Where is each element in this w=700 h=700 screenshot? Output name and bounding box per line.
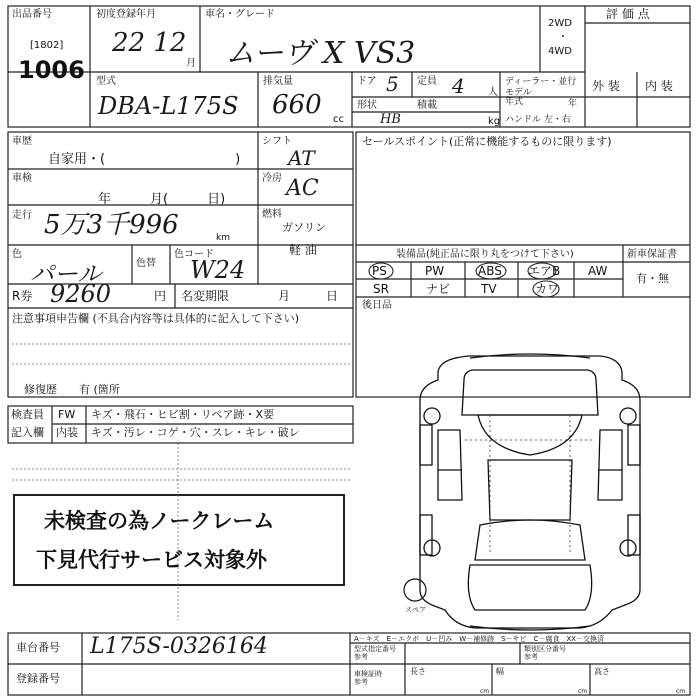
type-cat-label: 型式指定番号 参考: [354, 645, 396, 661]
warranty-value: 有・無: [636, 272, 669, 285]
car-name-value: ムーヴ X VS3: [225, 36, 416, 71]
model-year-label: モデル 年式: [505, 88, 532, 107]
r-label: R券: [12, 289, 33, 303]
class-label: 類別区分番号 参考: [524, 645, 566, 661]
displacement-value: 660: [272, 90, 322, 120]
spare-label: スペア: [405, 606, 426, 614]
width-unit: cm: [578, 688, 588, 695]
notes-label: 注意事項申告欄 (不具合内容等は具体的に記入して下さい): [12, 312, 300, 325]
equip-leather: カワ: [535, 282, 560, 296]
model-label: 型式: [96, 76, 116, 87]
capacity-unit: 人: [488, 87, 498, 98]
name-change-label: 名変期限: [181, 289, 230, 303]
doors-value: 5: [386, 72, 399, 96]
after-items-label: 後日品: [362, 300, 392, 311]
load-label: 積載: [417, 100, 437, 111]
fw-value: キズ・飛石・ヒビ割・リペア跡・X要: [91, 408, 275, 421]
exterior-label: 外 装: [592, 79, 620, 93]
stamp-line-2: 下見代行サービス対象外: [36, 548, 267, 572]
capacity-value: 4: [452, 74, 465, 98]
car-name-label: 車名・グレード: [205, 9, 275, 20]
equip-sr: SR: [373, 282, 389, 296]
shape-value: HB: [380, 112, 401, 127]
interior-label: 内 装: [645, 79, 673, 93]
width-label: 幅: [496, 667, 504, 676]
capacity-label: 定員: [417, 76, 437, 87]
length-label: 長さ: [410, 667, 426, 676]
int-label: 内装: [56, 426, 78, 439]
model-value: DBA-L175S: [98, 92, 239, 120]
color-value: パール: [30, 260, 102, 288]
equip-aw: AW: [588, 264, 608, 278]
shift-label: シフト: [262, 136, 292, 147]
displacement-unit: cc: [333, 114, 344, 125]
lot-number: 1006: [18, 56, 85, 84]
lot-number-label: 出品番号: [12, 9, 52, 20]
doors-label: ドア: [357, 76, 377, 87]
load-unit: kg: [488, 116, 501, 127]
inspection-value: 年 月( 日): [98, 192, 226, 207]
damage-legend: A－キズ E－エクボ U－凹み W－補修跡 S－サビ C－腐食 XX－交換済: [354, 635, 605, 643]
mileage-unit: km: [216, 233, 230, 243]
color-label: 色: [12, 249, 22, 260]
equip-abs: ABS: [478, 264, 502, 278]
shape-label: 形状: [357, 100, 377, 111]
name-change-value: 月 日: [278, 289, 339, 303]
stamp-line-1: 未検査の為ノークレーム: [44, 509, 275, 533]
lot-sub-number: [1802]: [30, 40, 64, 51]
drive-4wd: 4WD: [548, 46, 572, 57]
mileage-value: 5万3千996: [44, 210, 179, 240]
length-unit: cm: [480, 688, 490, 695]
year-unit: 年: [568, 99, 578, 109]
displacement-label: 排気量: [263, 76, 293, 87]
aircon-label: 冷房: [262, 173, 282, 184]
drive-dot: ・: [558, 32, 568, 43]
rating-label: 評 価 点: [606, 7, 650, 21]
month-unit: 月: [186, 58, 196, 69]
history-label: 車歴: [12, 136, 32, 147]
repair-history-label: 修復歴 有 (箇所: [24, 383, 120, 396]
first-reg-label: 初度登録年月: [96, 9, 156, 20]
drive-2wd: 2WD: [548, 18, 572, 29]
equipment-header: 装備品(純正品に限り丸をつけて下さい): [396, 249, 574, 260]
equip-pw: PW: [425, 264, 445, 278]
inspector-label-1: 検査員: [11, 408, 44, 421]
color-code-label: 色コード: [174, 249, 214, 260]
color-change-label: 色替: [136, 258, 156, 269]
warranty-label: 新車保証書: [627, 249, 677, 260]
handle-label: ハンドル 左・右: [505, 115, 571, 125]
fuel-gas: ガソリン: [282, 221, 326, 234]
sales-points-label: セールスポイント(正常に機能するものに限ります): [362, 135, 612, 148]
fw-label: FW: [58, 408, 76, 421]
int-value: キズ・汚レ・コゲ・穴・スレ・キレ・破レ: [91, 426, 300, 439]
color-code-value: W24: [190, 256, 246, 284]
maker-label: 車検証時 参考: [354, 670, 382, 686]
inspection-label: 車検: [12, 173, 32, 184]
height-unit: cm: [676, 688, 686, 695]
r-unit: 円: [154, 289, 167, 303]
aircon-value: AC: [286, 176, 319, 201]
r-value: 9260: [50, 280, 112, 308]
equip-navi: ナビ: [426, 282, 451, 296]
equip-tv: TV: [481, 282, 497, 296]
fuel-diesel: 軽 油: [289, 243, 317, 257]
fuel-label: 燃料: [262, 209, 282, 220]
equip-ps: PS: [372, 264, 387, 278]
history-value: 自家用・( ): [48, 152, 241, 167]
height-label: 高さ: [594, 667, 610, 676]
chassis-label: 車台番号: [16, 641, 60, 654]
first-reg-value: 22 12: [112, 28, 187, 58]
mileage-label: 走行: [12, 210, 32, 221]
dealer-label: ディーラー・並行: [505, 77, 577, 87]
shift-value: AT: [288, 146, 315, 170]
reg-label: 登録番号: [16, 672, 60, 685]
chassis-value: L175S-0326164: [90, 634, 268, 659]
inspector-label-2: 記入欄: [11, 426, 44, 439]
equip-airbag: エアB: [528, 264, 561, 278]
